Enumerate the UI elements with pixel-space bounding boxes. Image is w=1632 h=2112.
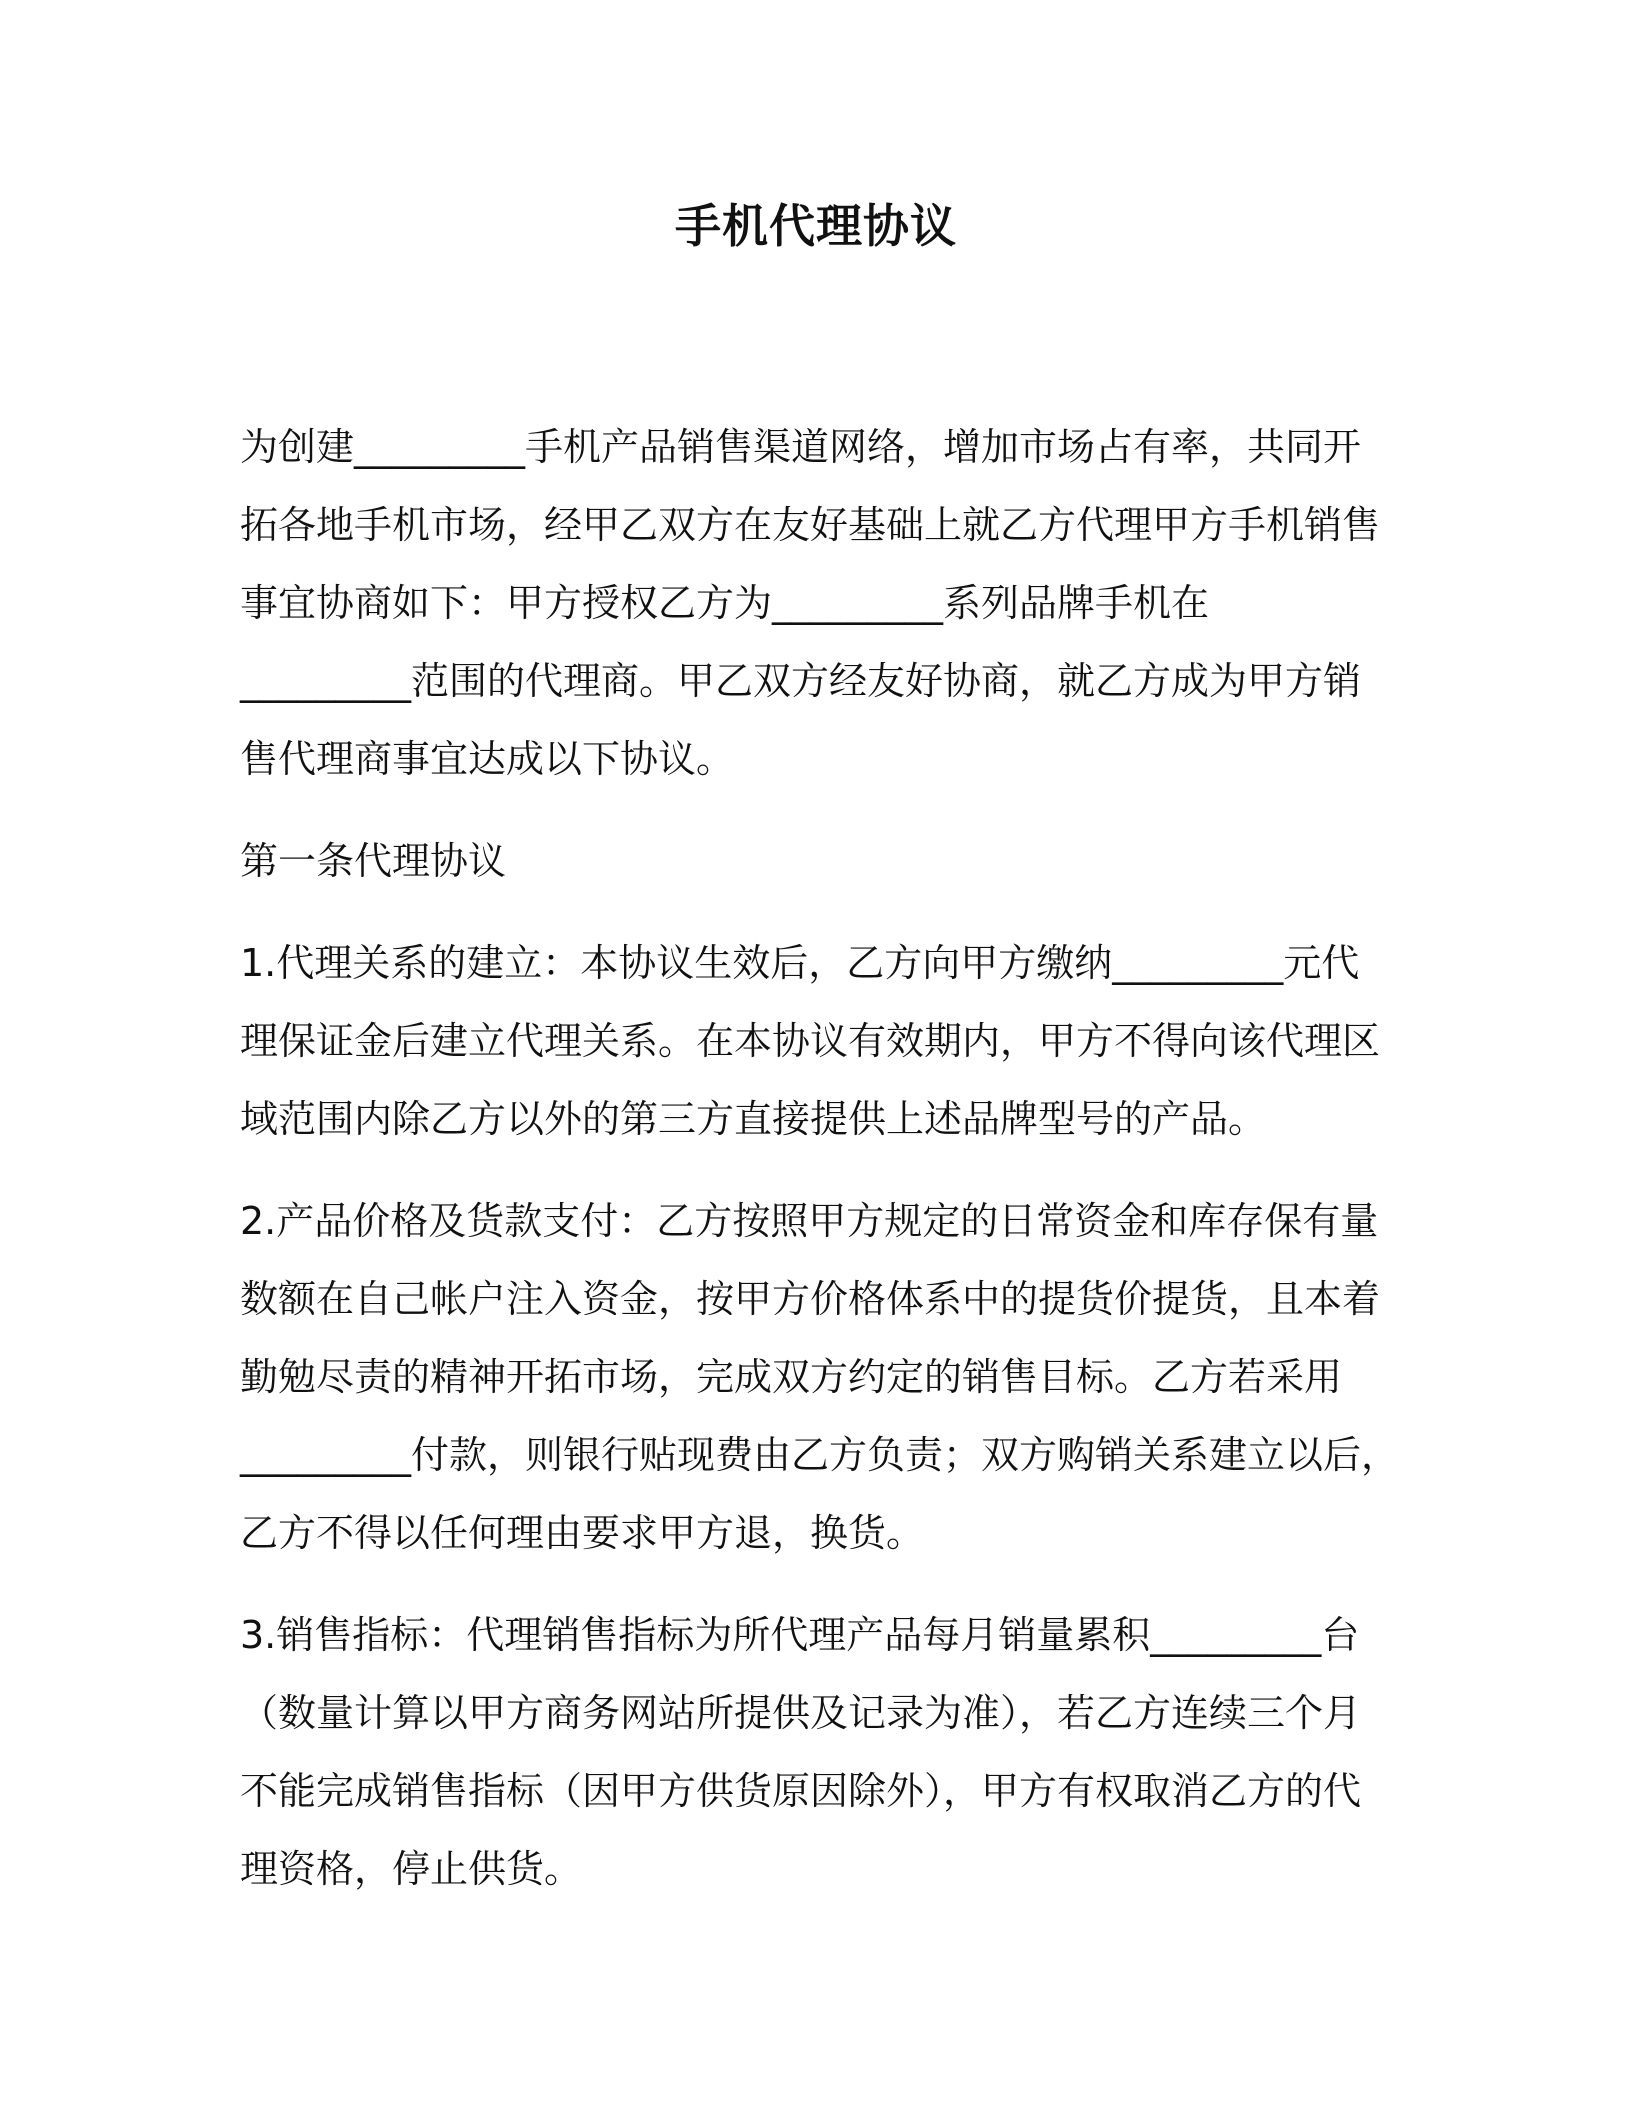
text-line: 不能完成销售指标（因甲方供货原因除外），甲方有权取消乙方的代: [240, 1769, 1362, 1813]
text-line: 售代理商事宜达成以下协议。: [240, 737, 735, 781]
text-line: _________付款，则银行贴现费由乙方负责；双方购销关系建立以后，: [240, 1433, 1400, 1477]
text-line: 第一条代理协议: [240, 839, 507, 883]
text-line: 理保证金后建立代理关系。在本协议有效期内，甲方不得向该代理区: [240, 1019, 1381, 1063]
text-line: 拓各地手机市场，经甲乙双方在友好基础上就乙方代理甲方手机销售: [240, 503, 1381, 547]
text-line: 勤勉尽责的精神开拓市场，完成双方约定的销售目标。乙方若采用: [240, 1355, 1343, 1399]
text-line: 域范围内除乙方以外的第三方直接提供上述品牌型号的产品。: [240, 1097, 1267, 1141]
document-body: [240, 408, 1400, 1932]
text-line: 事宜协商如下：甲方授权乙方为_________系列品牌手机在: [240, 581, 1210, 625]
section-heading: [240, 822, 1380, 900]
text-line: 3.销售指标：代理销售指标为所代理产品每月销量累积_________台: [240, 1613, 1360, 1657]
text-line: 2.产品价格及货款支付：乙方按照甲方规定的日常资金和库存保有量: [240, 1199, 1379, 1243]
text-line: 为创建_________手机产品销售渠道网络，增加市场占有率，共同开: [240, 425, 1362, 469]
text-line: _________范围的代理商。甲乙双方经友好协商，就乙方成为甲方销: [240, 659, 1362, 703]
text-line: 乙方不得以任何理由要求甲方退，换货。: [240, 1511, 925, 1555]
text-line: （数量计算以甲方商务网站所提供及记录为准），若乙方连续三个月: [240, 1691, 1362, 1735]
document-title: 手机代理协议: [675, 199, 957, 253]
clause-2-paragraph: [240, 1182, 1400, 1572]
clause-1-paragraph: [240, 924, 1380, 1158]
text-line: 1.代理关系的建立：本协议生效后，乙方向甲方缴纳_________元代: [240, 941, 1360, 985]
clause-3-paragraph: [240, 1596, 1380, 1908]
text-line: 理资格，停止供货。: [240, 1847, 583, 1891]
intro-paragraph: [240, 408, 1380, 798]
text-line: 数额在自己帐户注入资金，按甲方价格体系中的提货价提货，且本着: [240, 1277, 1381, 1321]
